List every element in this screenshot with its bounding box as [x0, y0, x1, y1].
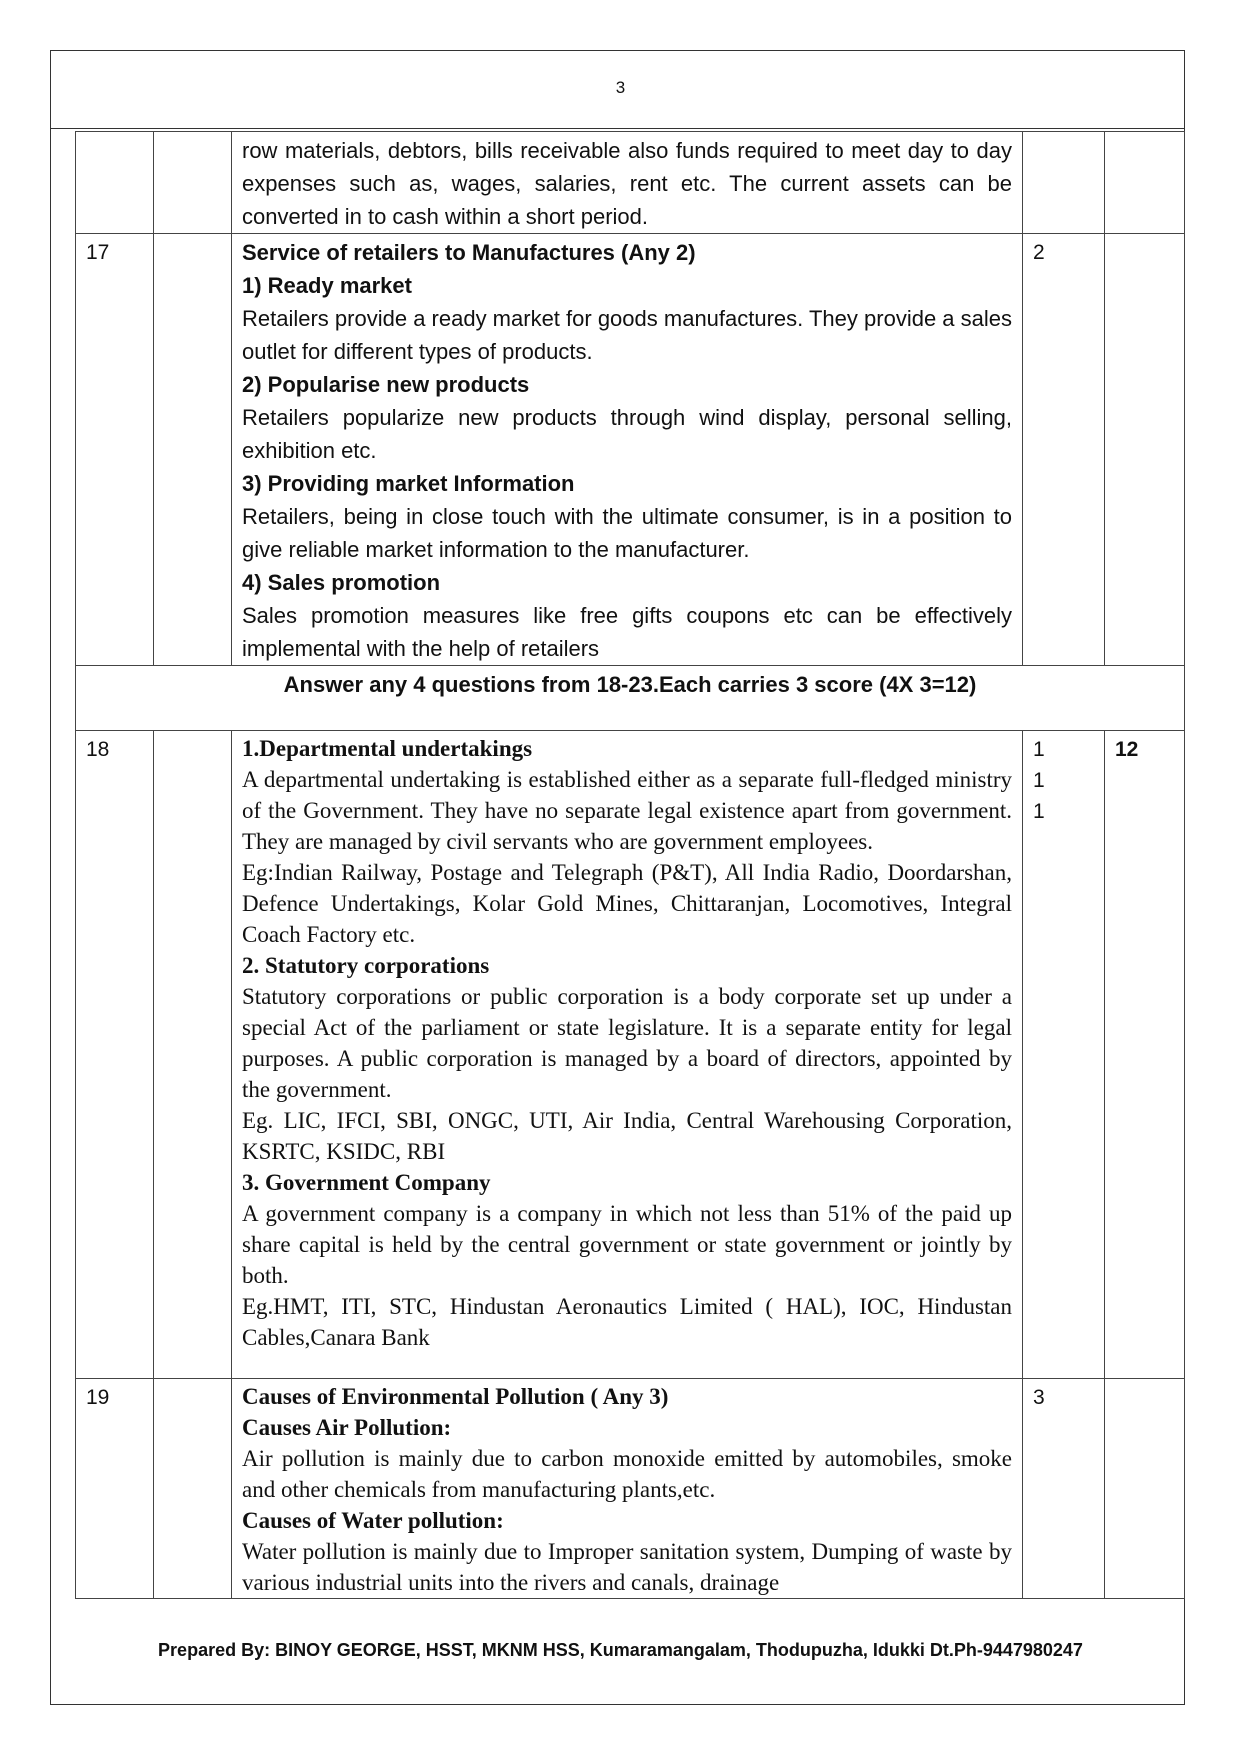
footer-credit: Prepared By: BINOY GEORGE, HSST, MKNM HSS, Kumaramangalam, Thodupuzha, Idukki Dt.Ph-9447980247 [158, 1640, 1083, 1660]
point-text: Retailers popularize new products through wind display, personal selling, exhibition etc. [242, 405, 1012, 463]
point-text: A government company is a company in which not less than 51% of the paid up share capital is held by the central government or state government or jointly by both. [242, 1201, 1012, 1288]
point-text: A departmental undertaking is established either as a separate full-fledged ministry of the Government. They have no separate legal existence apart from government. They are managed by civil servants who are government employees. [242, 767, 1012, 854]
sub-cell [154, 731, 232, 1379]
continuation-text: row materials, debtors, bills receivable also funds required to meet day to day expenses such as, wages, salaries, rent etc. The current assets can be converted in to cash within a short period. [242, 138, 1012, 229]
point-text: Retailers, being in close touch with the ultimate consumer, is in a position to give reliable market information to the manufacturer. [242, 504, 1012, 562]
sub-cell [154, 234, 232, 666]
marks-cell [1023, 132, 1105, 234]
qno-cell [76, 132, 154, 234]
point-text: Statutory corporations or public corporation is a body corporate set up under a special Act of the parliament or state legislature. It is a separate entity for legal purposes. A public corporation is managed by a board of directors, appointed by the government. [242, 984, 1012, 1102]
point-title: Causes of Water pollution: [242, 1508, 504, 1533]
point-example: Eg. LIC, IFCI, SBI, ONGC, UTI, Air India, Central Warehousing Corporation, KSRTC, KSIDC, RBI [242, 1108, 1012, 1164]
table-row-q18 [76, 731, 1185, 1379]
point-example: Eg:Indian Railway, Postage and Telegraph (P&T), All India Radio, Doordarshan, Defence Undertakings, Kolar Gold Mines, Chittaranjan, Locomotives, Integral Coach Factory etc. [242, 860, 1012, 947]
sub-cell [154, 132, 232, 234]
question-number: 19 [76, 1379, 154, 1599]
question-number: 18 [76, 731, 154, 1379]
answer-heading: Service of retailers to Manufactures (Any 2) [242, 240, 696, 265]
point-title: 3. Government Company [242, 1170, 491, 1195]
answer-key-table [75, 131, 1185, 1599]
point-example: Eg.HMT, ITI, STC, Hindustan Aeronautics Limited ( HAL), IOC, Hindustan Cables,Canara Bank [242, 1294, 1012, 1350]
section-instruction: Answer any 4 questions from 18-23.Each carries 3 score (4X 3=12) [76, 666, 1185, 731]
question-number: 17 [76, 234, 154, 666]
answer-cell [232, 132, 1023, 234]
point-title: 1.Departmental undertakings [242, 736, 533, 761]
point-text: Air pollution is mainly due to carbon monoxide emitted by automobiles, smoke and other chemicals from manufacturing plants,etc. [242, 1446, 1012, 1502]
answer-cell [232, 234, 1023, 666]
point-title: Causes Air Pollution: [242, 1415, 452, 1440]
header-divider [50, 128, 1185, 129]
point-text: Sales promotion measures like free gifts coupons etc can be effectively implemental with the help of retailers [242, 603, 1012, 661]
total-cell [1105, 234, 1185, 666]
point-title: 2) Popularise new products [242, 372, 530, 397]
answer-cell [232, 731, 1023, 1379]
marks-value: 1 [1033, 800, 1045, 823]
point-text: Retailers provide a ready market for goods manufactures. They provide a sales outlet for different types of products. [242, 306, 1012, 364]
total-marks: 12 [1105, 731, 1185, 1379]
point-title: 2. Statutory corporations [242, 953, 490, 978]
answer-cell [232, 1379, 1023, 1599]
page-number: 3 [615, 78, 626, 97]
total-cell [1105, 132, 1185, 234]
total-cell [1105, 1379, 1185, 1599]
sub-cell [154, 1379, 232, 1599]
table-row-continuation [76, 132, 1185, 234]
point-text: Water pollution is mainly due to Improper sanitation system, Dumping of waste by various industrial units into the rivers and canals, drainage [242, 1539, 1012, 1595]
marks-value: 1 [1033, 738, 1045, 761]
table-row-q17 [76, 234, 1185, 666]
answer-heading: Causes of Environmental Pollution ( Any 3) [242, 1384, 669, 1409]
point-title: 3) Providing market Information [242, 471, 575, 496]
marks-value: 1 [1033, 769, 1045, 792]
table-row-q19 [76, 1379, 1185, 1599]
point-title: 4) Sales promotion [242, 570, 441, 595]
table-row-section [76, 666, 1185, 731]
marks-value: 2 [1023, 234, 1105, 666]
marks-cell [1023, 731, 1105, 1379]
point-title: 1) Ready market [242, 273, 412, 298]
marks-value: 3 [1023, 1379, 1105, 1599]
